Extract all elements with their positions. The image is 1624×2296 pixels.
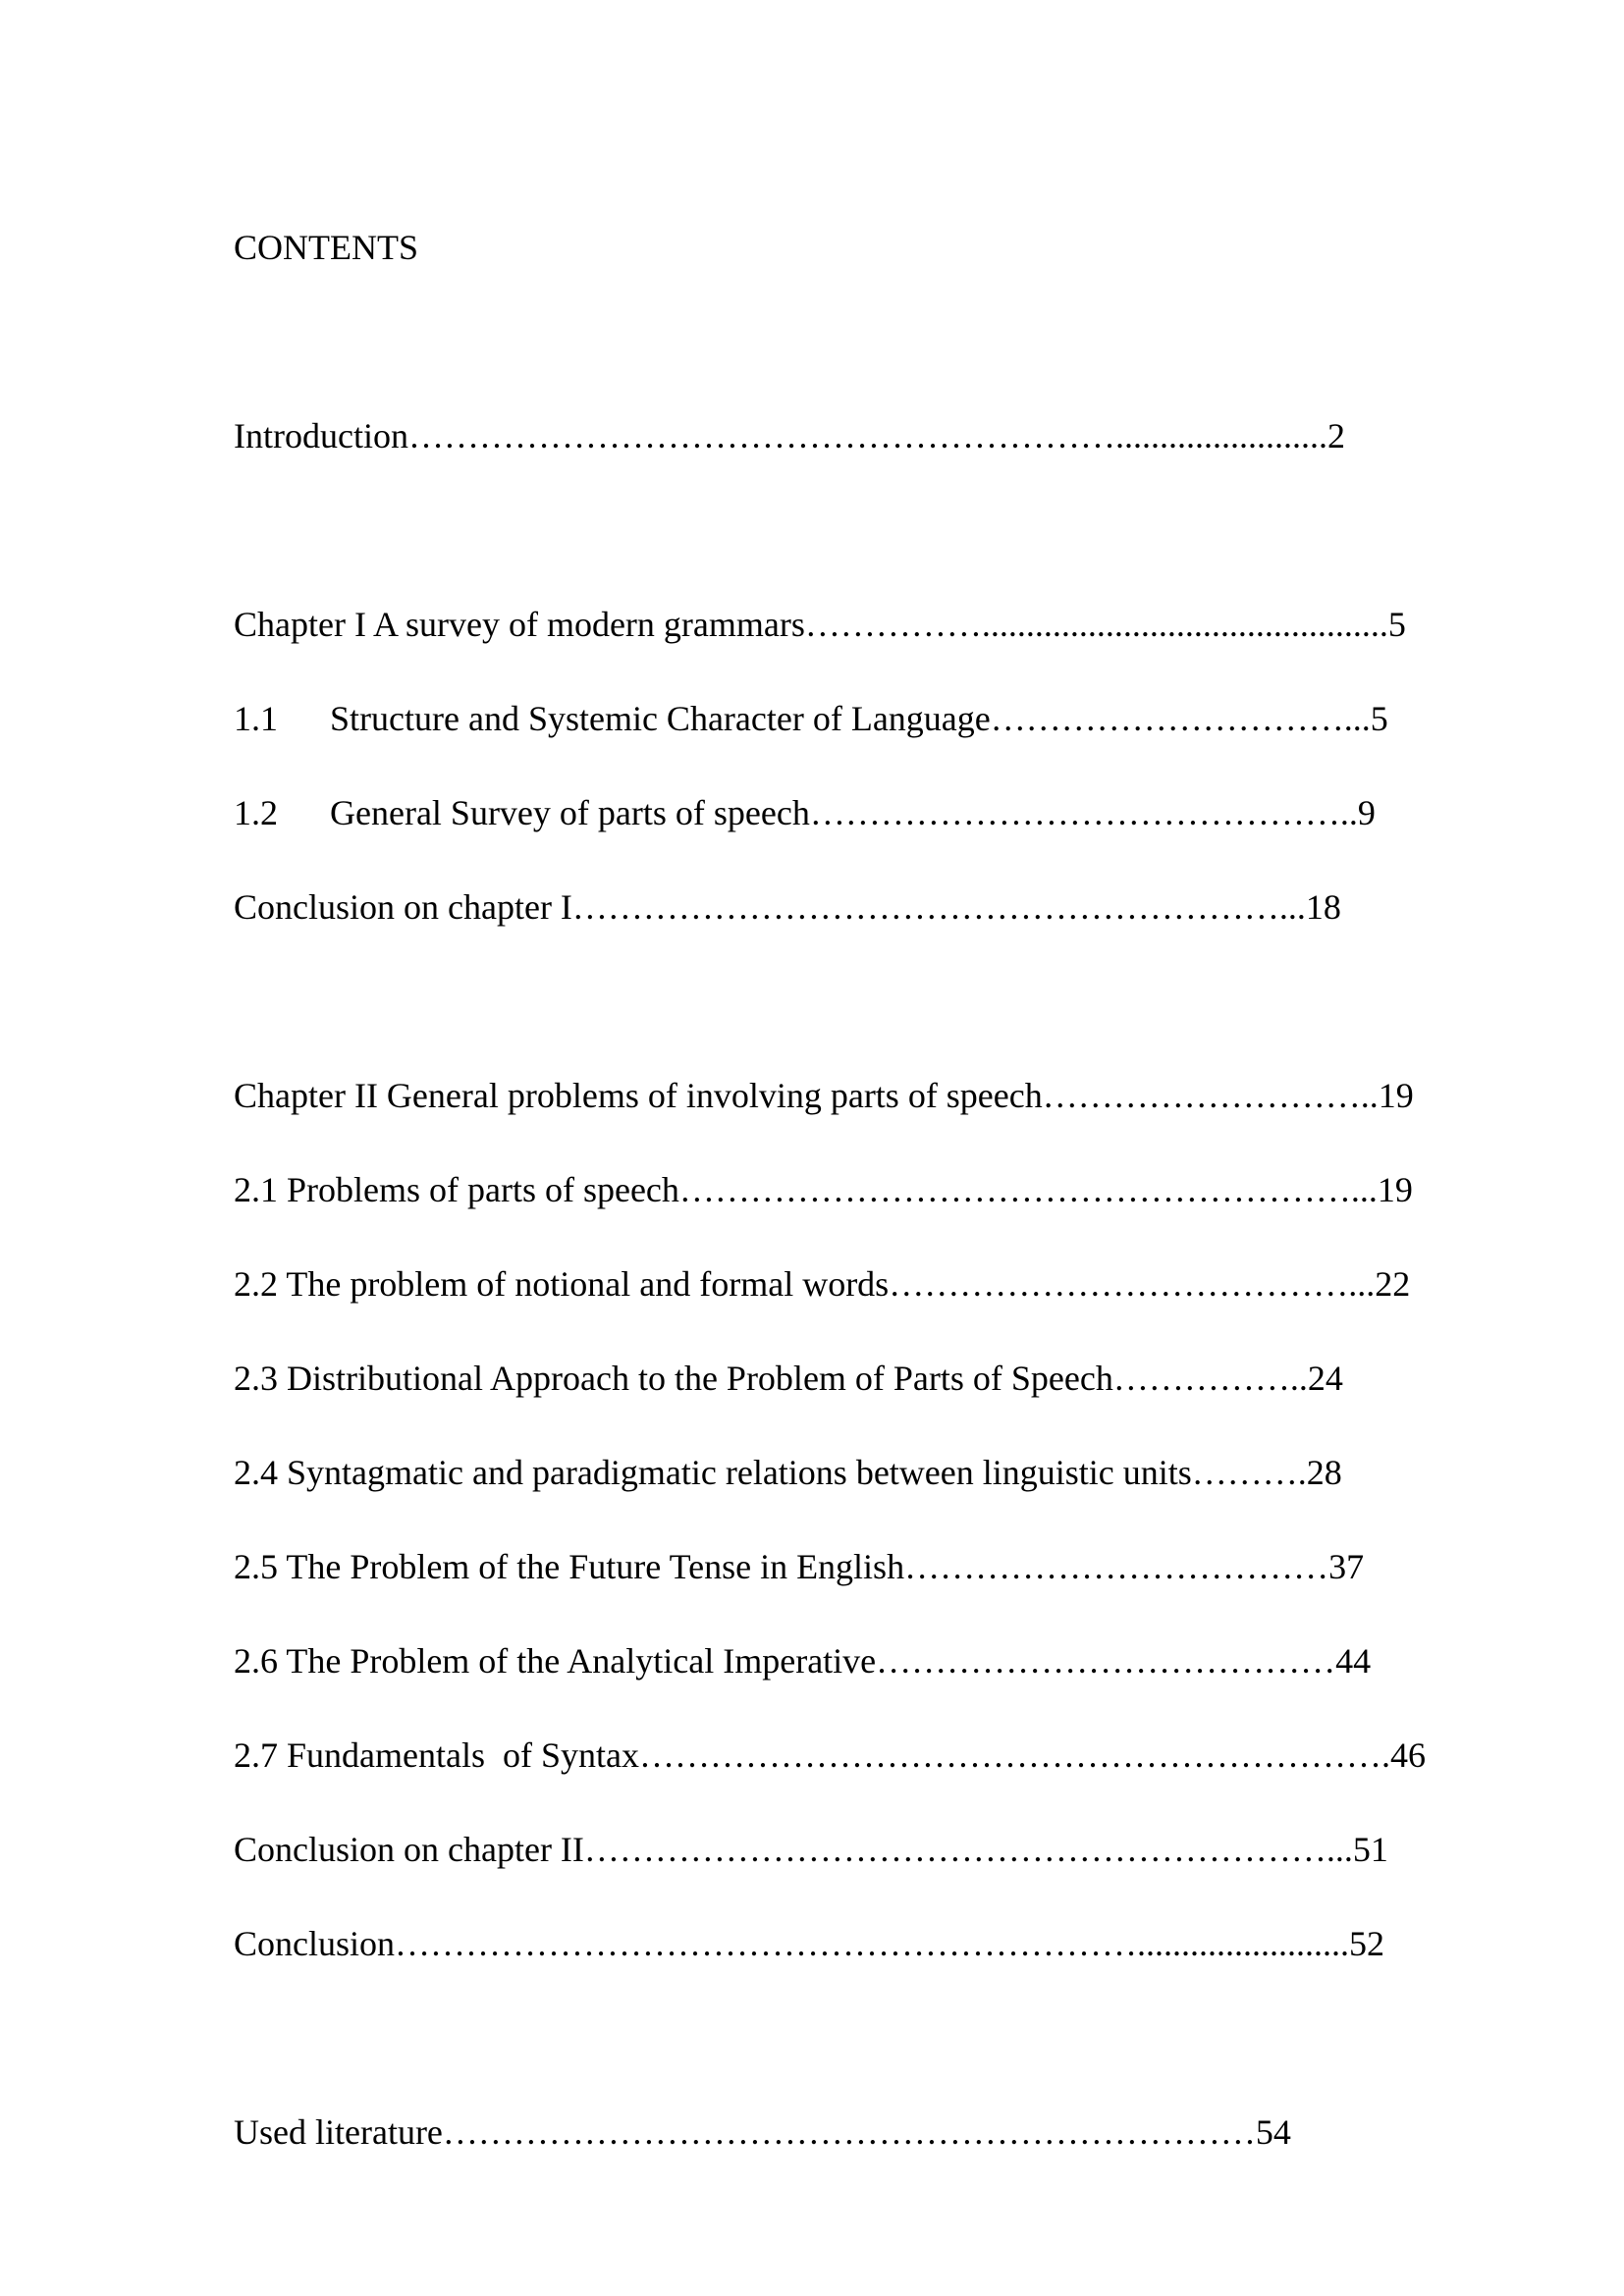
toc-entry-2-6: 2.6 The Problem of the Analytical Imperative…………………………………44	[234, 1641, 1372, 1681]
toc-entry-introduction: Introduction……………………………………………………........................2	[234, 416, 1345, 455]
toc-entry-number: 1.2	[234, 793, 278, 832]
toc-entry-conclusion-chapter-2: Conclusion on chapter II………………………………………………………...51	[234, 1830, 1388, 1869]
toc-entry-2-1: 2.1 Problems of parts of speech…………………………………………………...19	[234, 1170, 1413, 1209]
toc-entry-used-literature: Used literature……………………………………………………………54	[234, 2112, 1291, 2152]
toc-entry-chapter-2: Chapter II General problems of involving parts of speech………………………..19	[234, 1076, 1414, 1115]
toc-entry-conclusion: Conclusion………………………………………………………........................52	[234, 1924, 1385, 1963]
toc-entry-2-7: 2.7 Fundamentals of Syntax……………………………………………………….46	[234, 1735, 1426, 1775]
toc-entry-1-2	[234, 791, 1376, 834]
toc-entry-chapter-1: Chapter I A survey of modern grammars……………..............................................5	[234, 605, 1406, 644]
toc-entry-2-3: 2.3 Distributional Approach to the Problem of Parts of Speech……………..24	[234, 1359, 1343, 1398]
page-title: CONTENTS	[234, 228, 418, 267]
toc-entry-2-4: 2.4 Syntagmatic and paradigmatic relations between linguistic units……….28	[234, 1453, 1342, 1492]
toc-entry-number: 1.1	[234, 699, 278, 738]
toc-entry-1-1	[234, 697, 1388, 740]
toc-entry-text: General Survey of parts of speech………………………………………..9	[330, 793, 1376, 832]
toc-entry-2-2: 2.2 The problem of notional and formal words…………………………………...22	[234, 1264, 1411, 1304]
toc-entry-2-5: 2.5 The Problem of the Future Tense in English………………………………37	[234, 1547, 1365, 1586]
toc-entry-conclusion-chapter-1: Conclusion on chapter I……………………………………………………...18	[234, 887, 1341, 927]
toc-entry-text: Structure and Systemic Character of Language…………………………...5	[330, 699, 1388, 738]
